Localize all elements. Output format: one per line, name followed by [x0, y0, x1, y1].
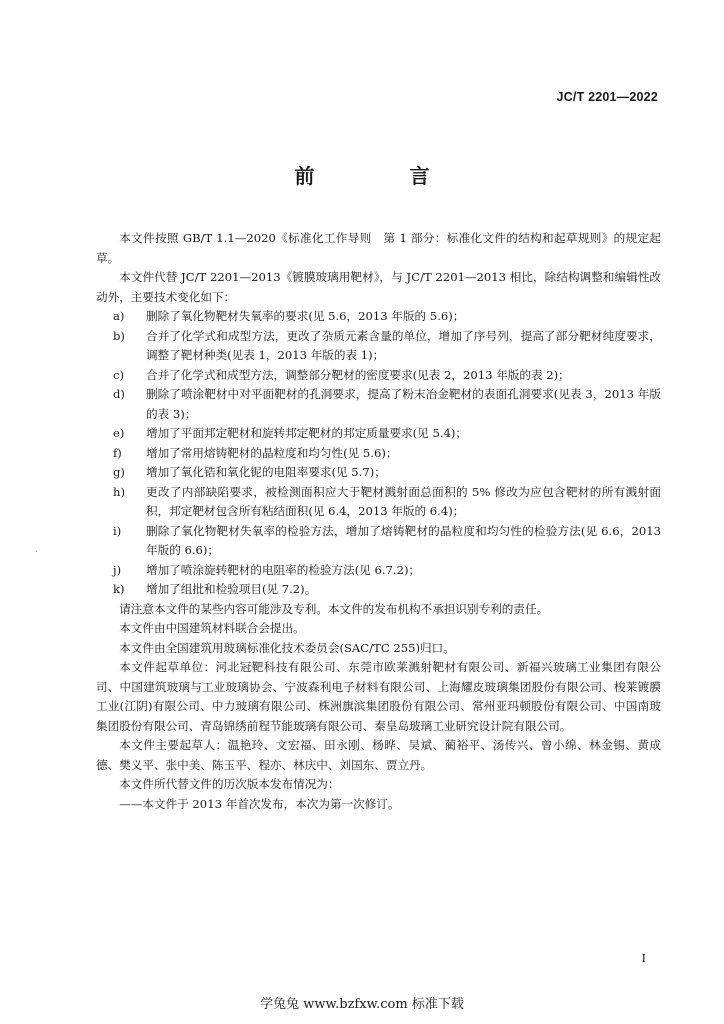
standard-code: JC/T 2201—2022	[556, 90, 658, 104]
list-item	[96, 307, 661, 327]
list-item-text: 增加了组批和检验项目(见 7.2)。	[146, 582, 317, 596]
list-item-text: 合并了化学式和成型方法，调整部分靶材的密度要求(见表 2，2013 年版的表 2)；	[146, 367, 570, 382]
list-item	[96, 463, 661, 483]
list-marker: c)	[113, 367, 125, 382]
paragraph-drafting-units: 本文件起草单位：河北冠靶科技有限公司、东莞市欧莱溅射靶材有限公司、新福兴玻璃工业集团有限公司、中国建筑玻璃与工业玻璃协会、宁波森利电子材料有限公司、上海耀皮玻璃集团股份有限公司、梭莱镀膜工业(江阴)有限公司、中力玻璃有限公司、株洲旗滨集团股份有限公司、常州亚玛顿股份有限公司、中国南玻集团股份有限公司、青岛锦绣前程节能玻璃有限公司、秦皇岛玻璃工业研究设计院有限公司。	[96, 660, 661, 733]
list-item	[96, 424, 661, 444]
list-item	[96, 522, 661, 561]
list-item-text: 增加了平面邦定靶材和旋转邦定靶材的邦定质量要求(见 5.4)；	[146, 426, 468, 440]
list-item	[96, 444, 661, 464]
list-marker: g)	[113, 465, 125, 479]
paragraph-history-intro: 本文件所代替文件的历次版本发布情况为：	[119, 777, 340, 791]
scan-speck	[36, 551, 37, 552]
list-item-text: 增加了喷涂旋转靶材的电阻率的检验方法(见 6.7.2)；	[146, 562, 421, 577]
list-item	[96, 385, 661, 424]
paragraph-patent-notice: 请注意本文件的某些内容可能涉及专利。本文件的发布机构不承担识别专利的责任。	[119, 601, 549, 616]
footer-watermark: 学兔兔 www.bzfxw.com 标准下载	[260, 997, 464, 1012]
list-marker: j)	[113, 562, 122, 577]
list-marker: b)	[113, 328, 125, 343]
list-item	[96, 561, 661, 581]
list-marker: d)	[113, 387, 125, 401]
foreword-body	[96, 229, 661, 814]
list-marker: k)	[113, 582, 125, 596]
paragraph-history-item: ——本文件于 2013 年首次发布，本次为第一次修订。	[119, 796, 400, 811]
list-item-text: 合并了化学式和成型方法，更改了杂质元素含量的单位，增加了序号列，提高了部分靶材纯度要求，调整了靶材种类(见表 1，2013 年版的表 1)；	[146, 328, 661, 362]
paragraph-proposed-by: 本文件由中国建筑材料联合会提出。	[119, 621, 305, 635]
paragraph-drafters: 本文件主要起草人：温艳玲、文宏福、田永刚、杨晔、吴斌、蔺裕平、汤传兴、曾小绵、林金锡、黄成德、樊义平、张中美、陈玉平、程亦、林庆中、刘国东、贾立丹。	[96, 738, 661, 772]
list-marker: h)	[113, 484, 125, 499]
list-item-text: 增加了常用熔铸靶材的晶粒度和均匀性(见 5.6)；	[146, 445, 398, 460]
list-marker: e)	[113, 426, 125, 440]
list-item	[96, 366, 661, 386]
page-number: I	[641, 952, 646, 965]
list-item-text: 更改了内部缺陷要求，被检测面积应大于靶材溅射面总面积的 5% 修改为应包含靶材的所有溅射面积，邦定靶材包含所有粘结面积(见 6.4，2013 年版的 6.4)；	[146, 484, 661, 518]
paragraph-drafting-rules: 本文件按照 GB/T 1.1—2020《标准化工作导则 第 1 部分：标准化文件的结构和起草规则》的规定起草。	[96, 231, 661, 265]
paragraph-replaces: 本文件代替 JC/T 2201—2013《镀膜玻璃用靶材》，与 JC/T 2201—2013 相比，除结构调整和编辑性改动外，主要技术变化如下：	[96, 270, 661, 304]
list-item-text: 删除了氧化物靶材失氧率的检验方法，增加了熔铸靶材的晶粒度和均匀性的检验方法(见 6.6，2013 年版的 6.6)；	[146, 523, 661, 557]
list-item-text: 删除了喷涂靶材中对平面靶材的孔洞要求，提高了粉末冶金靶材的表面孔洞要求(见表 3，2013 年版的表 3)；	[146, 387, 661, 421]
list-item	[96, 483, 661, 522]
list-item-text: 增加了氧化锆和氧化铌的电阻率要求(见 5.7)；	[146, 465, 386, 479]
paragraph-managed-by: 本文件由全国建筑用玻璃标准化技术委员会(SAC/TC 255)归口。	[119, 640, 455, 655]
changes-list	[96, 307, 661, 600]
list-marker: f)	[113, 445, 122, 460]
list-item	[96, 327, 661, 366]
list-item	[96, 580, 661, 600]
page-title: 前 言	[294, 164, 474, 188]
list-marker: i)	[113, 523, 122, 538]
list-item-text: 删除了氧化物靶材失氧率的要求(见 5.6，2013 年版的 5.6)；	[146, 309, 465, 323]
list-marker: a)	[113, 309, 125, 323]
